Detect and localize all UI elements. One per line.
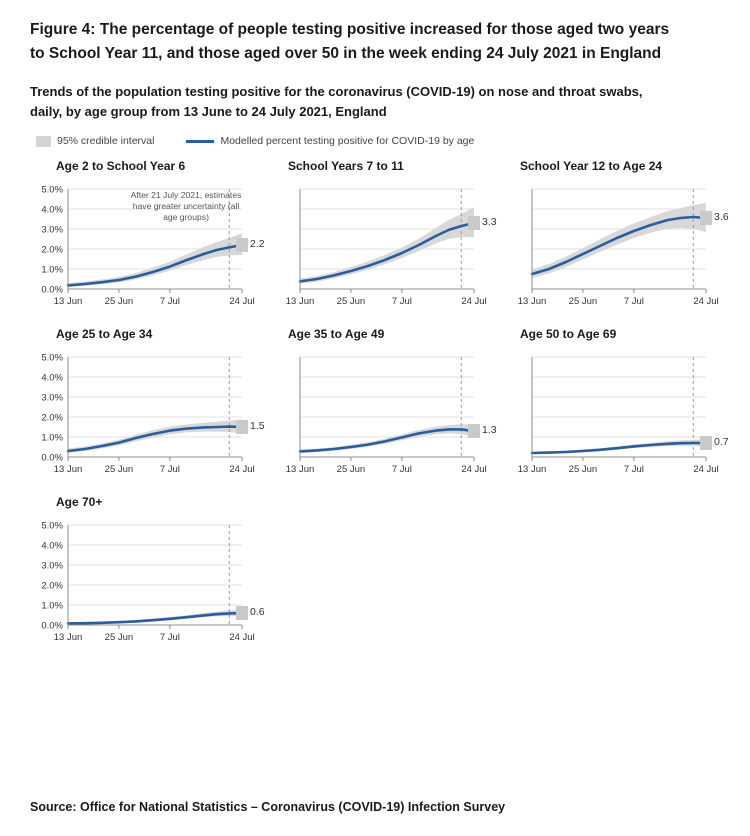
chart-panel	[30, 323, 265, 485]
legend-band-swatch-icon	[36, 136, 51, 147]
svg-text:7 Jul: 7 Jul	[159, 296, 180, 308]
chart-plot-area	[262, 345, 497, 485]
svg-text:2.0%: 2.0%	[41, 580, 63, 592]
end-value-label: 1.5	[250, 420, 265, 433]
chart-panel-title: Age 50 to Age 69	[520, 327, 617, 342]
chart-panel	[494, 155, 729, 317]
chart-plot-area	[494, 345, 729, 485]
chart-panel	[262, 155, 497, 317]
svg-text:24 Jul: 24 Jul	[461, 296, 487, 308]
chart-plot-area	[494, 177, 729, 317]
svg-text:7 Jul: 7 Jul	[623, 296, 644, 308]
svg-text:25 Jun: 25 Jun	[104, 464, 134, 476]
svg-text:25 Jun: 25 Jun	[104, 296, 134, 308]
chart-plot-area	[30, 177, 265, 317]
legend-line-label: Modelled percent testing positive for COVID-19 by age	[220, 135, 475, 148]
svg-text:13 Jun: 13 Jun	[53, 296, 83, 308]
page-title: Figure 4: The percentage of people testing positive increased for those aged two years to School Year 11, and those aged over 50 in the week ending 24 July 2021 in England	[30, 21, 670, 63]
legend-item-modelled-line	[186, 135, 474, 147]
svg-text:3.0%: 3.0%	[41, 224, 63, 236]
svg-text:24 Jul: 24 Jul	[229, 464, 255, 476]
svg-text:3.0%: 3.0%	[41, 560, 63, 572]
chart-panel-title: School Year 12 to Age 24	[520, 159, 663, 174]
end-value-label: 3.3	[482, 216, 497, 229]
end-value-label: 1.3	[482, 424, 497, 437]
end-value-label: 2.2	[250, 238, 265, 251]
svg-text:7 Jul: 7 Jul	[623, 464, 644, 476]
svg-text:1.0%: 1.0%	[41, 264, 63, 276]
svg-text:4.0%: 4.0%	[41, 540, 63, 552]
svg-text:24 Jul: 24 Jul	[229, 632, 255, 644]
chart-panel-title: Age 70+	[56, 495, 103, 510]
svg-text:13 Jun: 13 Jun	[53, 464, 83, 476]
chart-panel	[30, 155, 265, 317]
chart-subtitle: Trends of the population testing positive for the coronavirus (COVID-19) on nose and throat swabs, daily, by age group from 13 June to 24 July 2021, England	[30, 84, 643, 119]
svg-text:7 Jul: 7 Jul	[391, 296, 412, 308]
svg-text:5.0%: 5.0%	[41, 184, 63, 196]
chart-panel	[262, 323, 497, 485]
svg-text:5.0%: 5.0%	[41, 520, 63, 532]
svg-text:4.0%: 4.0%	[41, 204, 63, 216]
legend-line-swatch-icon	[186, 140, 214, 143]
svg-text:25 Jun: 25 Jun	[568, 296, 598, 308]
chart-panel-title: Age 2 to School Year 6	[56, 159, 186, 174]
svg-text:7 Jul: 7 Jul	[159, 632, 180, 644]
chart-panel-title: Age 35 to Age 49	[288, 327, 385, 342]
source-note: Source: Office for National Statistics – Coronavirus (COVID-19) Infection Survey	[30, 800, 506, 814]
svg-text:25 Jun: 25 Jun	[104, 632, 134, 644]
svg-text:24 Jul: 24 Jul	[693, 296, 719, 308]
svg-text:25 Jun: 25 Jun	[568, 464, 598, 476]
uncertainty-annotation: After 21 July 2021, estimates have greater uncertainty (all age groups)	[130, 190, 242, 222]
legend-band-label: 95% credible interval	[57, 135, 155, 148]
svg-text:0.0%: 0.0%	[41, 284, 63, 296]
chart-legend	[36, 135, 726, 147]
svg-text:13 Jun: 13 Jun	[285, 464, 315, 476]
svg-text:0.0%: 0.0%	[41, 452, 63, 464]
svg-text:7 Jul: 7 Jul	[391, 464, 412, 476]
svg-text:13 Jun: 13 Jun	[285, 296, 315, 308]
svg-text:5.0%: 5.0%	[41, 352, 63, 364]
chart-plot-area	[262, 177, 497, 317]
end-value-label: 0.7	[714, 436, 729, 449]
svg-text:4.0%: 4.0%	[41, 372, 63, 384]
chart-plot-area	[30, 345, 265, 485]
svg-text:1.0%: 1.0%	[41, 432, 63, 444]
svg-text:13 Jun: 13 Jun	[53, 632, 83, 644]
svg-text:24 Jul: 24 Jul	[693, 464, 719, 476]
chart-plot-area	[30, 513, 265, 653]
svg-text:24 Jul: 24 Jul	[229, 296, 255, 308]
svg-text:2.0%: 2.0%	[41, 244, 63, 256]
chart-panel-title: School Years 7 to 11	[288, 159, 404, 174]
chart-panel	[494, 323, 729, 485]
svg-text:1.0%: 1.0%	[41, 600, 63, 612]
svg-text:3.0%: 3.0%	[41, 392, 63, 404]
svg-text:13 Jun: 13 Jun	[517, 464, 547, 476]
end-value-label: 0.6	[250, 606, 265, 619]
svg-text:13 Jun: 13 Jun	[517, 296, 547, 308]
svg-text:25 Jun: 25 Jun	[336, 464, 366, 476]
svg-text:0.0%: 0.0%	[41, 620, 63, 632]
legend-item-credible-interval	[36, 135, 154, 147]
chart-panel-title: Age 25 to Age 34	[56, 327, 153, 342]
svg-text:25 Jun: 25 Jun	[336, 296, 366, 308]
chart-panel	[30, 491, 265, 653]
svg-text:24 Jul: 24 Jul	[461, 464, 487, 476]
small-multiples-grid	[30, 155, 729, 659]
svg-text:2.0%: 2.0%	[41, 412, 63, 424]
end-value-label: 3.6	[714, 211, 729, 224]
svg-text:7 Jul: 7 Jul	[159, 464, 180, 476]
